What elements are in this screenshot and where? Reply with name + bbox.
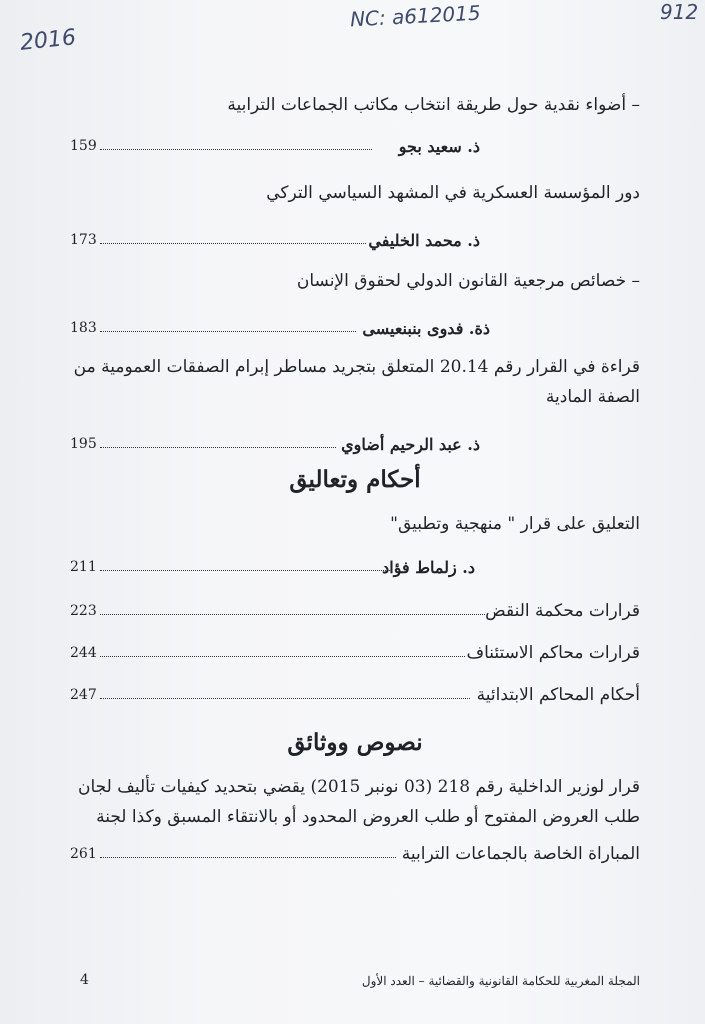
dot-leader bbox=[100, 149, 372, 150]
dot-leader bbox=[100, 698, 470, 699]
dot-leader bbox=[100, 331, 356, 332]
section-heading: أحكام وتعاليق bbox=[289, 466, 421, 493]
toc-page-number: 173 bbox=[70, 232, 97, 248]
toc-entry-title: قرار لوزير الداخلية رقم 218 (03 نونبر 2015) يقضي بتحديد كيفيات تأليف لجان bbox=[78, 777, 640, 797]
page-footer bbox=[70, 972, 640, 996]
toc-author: د. زلماط فؤاد bbox=[382, 558, 475, 577]
dot-leader bbox=[100, 570, 392, 571]
toc-page-number: 195 bbox=[70, 436, 97, 452]
toc-page-number: 159 bbox=[70, 138, 97, 154]
toc-entry-title: – خصائص مرجعية القانون الدولي لحقوق الإنسان bbox=[296, 271, 640, 291]
section-heading: نصوص ووثائق bbox=[287, 729, 423, 756]
toc-item-label: قرارات محاكم الاستئناف bbox=[466, 643, 640, 663]
dot-leader bbox=[100, 447, 336, 448]
handwritten-reference: NC: a612015 bbox=[349, 0, 482, 32]
toc-item bbox=[70, 631, 640, 665]
handwritten-year: 2016 bbox=[18, 25, 78, 56]
toc-page-number: 211 bbox=[70, 559, 97, 575]
toc-author: ذ. سعيد بجو bbox=[398, 137, 480, 156]
toc-page-number: 247 bbox=[70, 687, 97, 703]
toc-item-label: أحكام المحاكم الابتدائية bbox=[476, 685, 640, 705]
toc-entry-title: دور المؤسسة العسكرية في المشهد السياسي التركي bbox=[266, 183, 640, 203]
toc-item bbox=[70, 589, 640, 623]
toc-entry-title: – أضواء نقدية حول طريقة انتخاب مكاتب الجماعات الترابية bbox=[227, 95, 640, 115]
dot-leader bbox=[100, 857, 396, 858]
toc-page-number: 261 bbox=[70, 846, 97, 862]
toc-item-label: المباراة الخاصة بالجماعات الترابية bbox=[401, 844, 640, 864]
toc-entry-title: قراءة في القرار رقم 20.14 المتعلق بتجريد مساطر إبرام الصفقات العمومية من bbox=[73, 357, 640, 377]
toc-entry bbox=[70, 178, 640, 252]
toc-author: ذة. فدوى بنبنعيسى bbox=[362, 319, 490, 338]
toc-item bbox=[70, 673, 640, 707]
journal-name: المجلة المغربية للحكامة القانونية والقضائية – العدد الأول bbox=[361, 974, 640, 988]
toc-page-number: 223 bbox=[70, 603, 97, 619]
toc-page-number: 183 bbox=[70, 320, 97, 336]
toc-entry bbox=[70, 90, 640, 158]
page-number: 4 bbox=[80, 972, 89, 988]
toc-entry-title-cont: الصفة المادية bbox=[545, 387, 640, 407]
toc-page-number: 244 bbox=[70, 645, 97, 661]
toc-item-label: قرارات محكمة النقض bbox=[485, 601, 640, 621]
toc-item bbox=[70, 832, 640, 866]
toc-entry-title-cont: طلب العروض المفتوح أو طلب العروض المحدود أو بالانتقاء المسبق وكذا لجنة bbox=[96, 807, 640, 827]
toc-entry-title: التعليق على قرار " منهجية وتطبيق" bbox=[390, 514, 640, 534]
toc-author: ذ. عبد الرحيم أضاوي bbox=[341, 435, 480, 454]
toc-entry bbox=[70, 266, 640, 340]
toc-author: ذ. محمد الخليفي bbox=[368, 231, 480, 250]
dot-leader bbox=[100, 243, 366, 244]
handwritten-number: 912 bbox=[660, 0, 699, 24]
dot-leader bbox=[100, 656, 465, 657]
toc-entry bbox=[70, 352, 640, 456]
dot-leader bbox=[100, 614, 485, 615]
table-of-contents bbox=[70, 80, 640, 866]
